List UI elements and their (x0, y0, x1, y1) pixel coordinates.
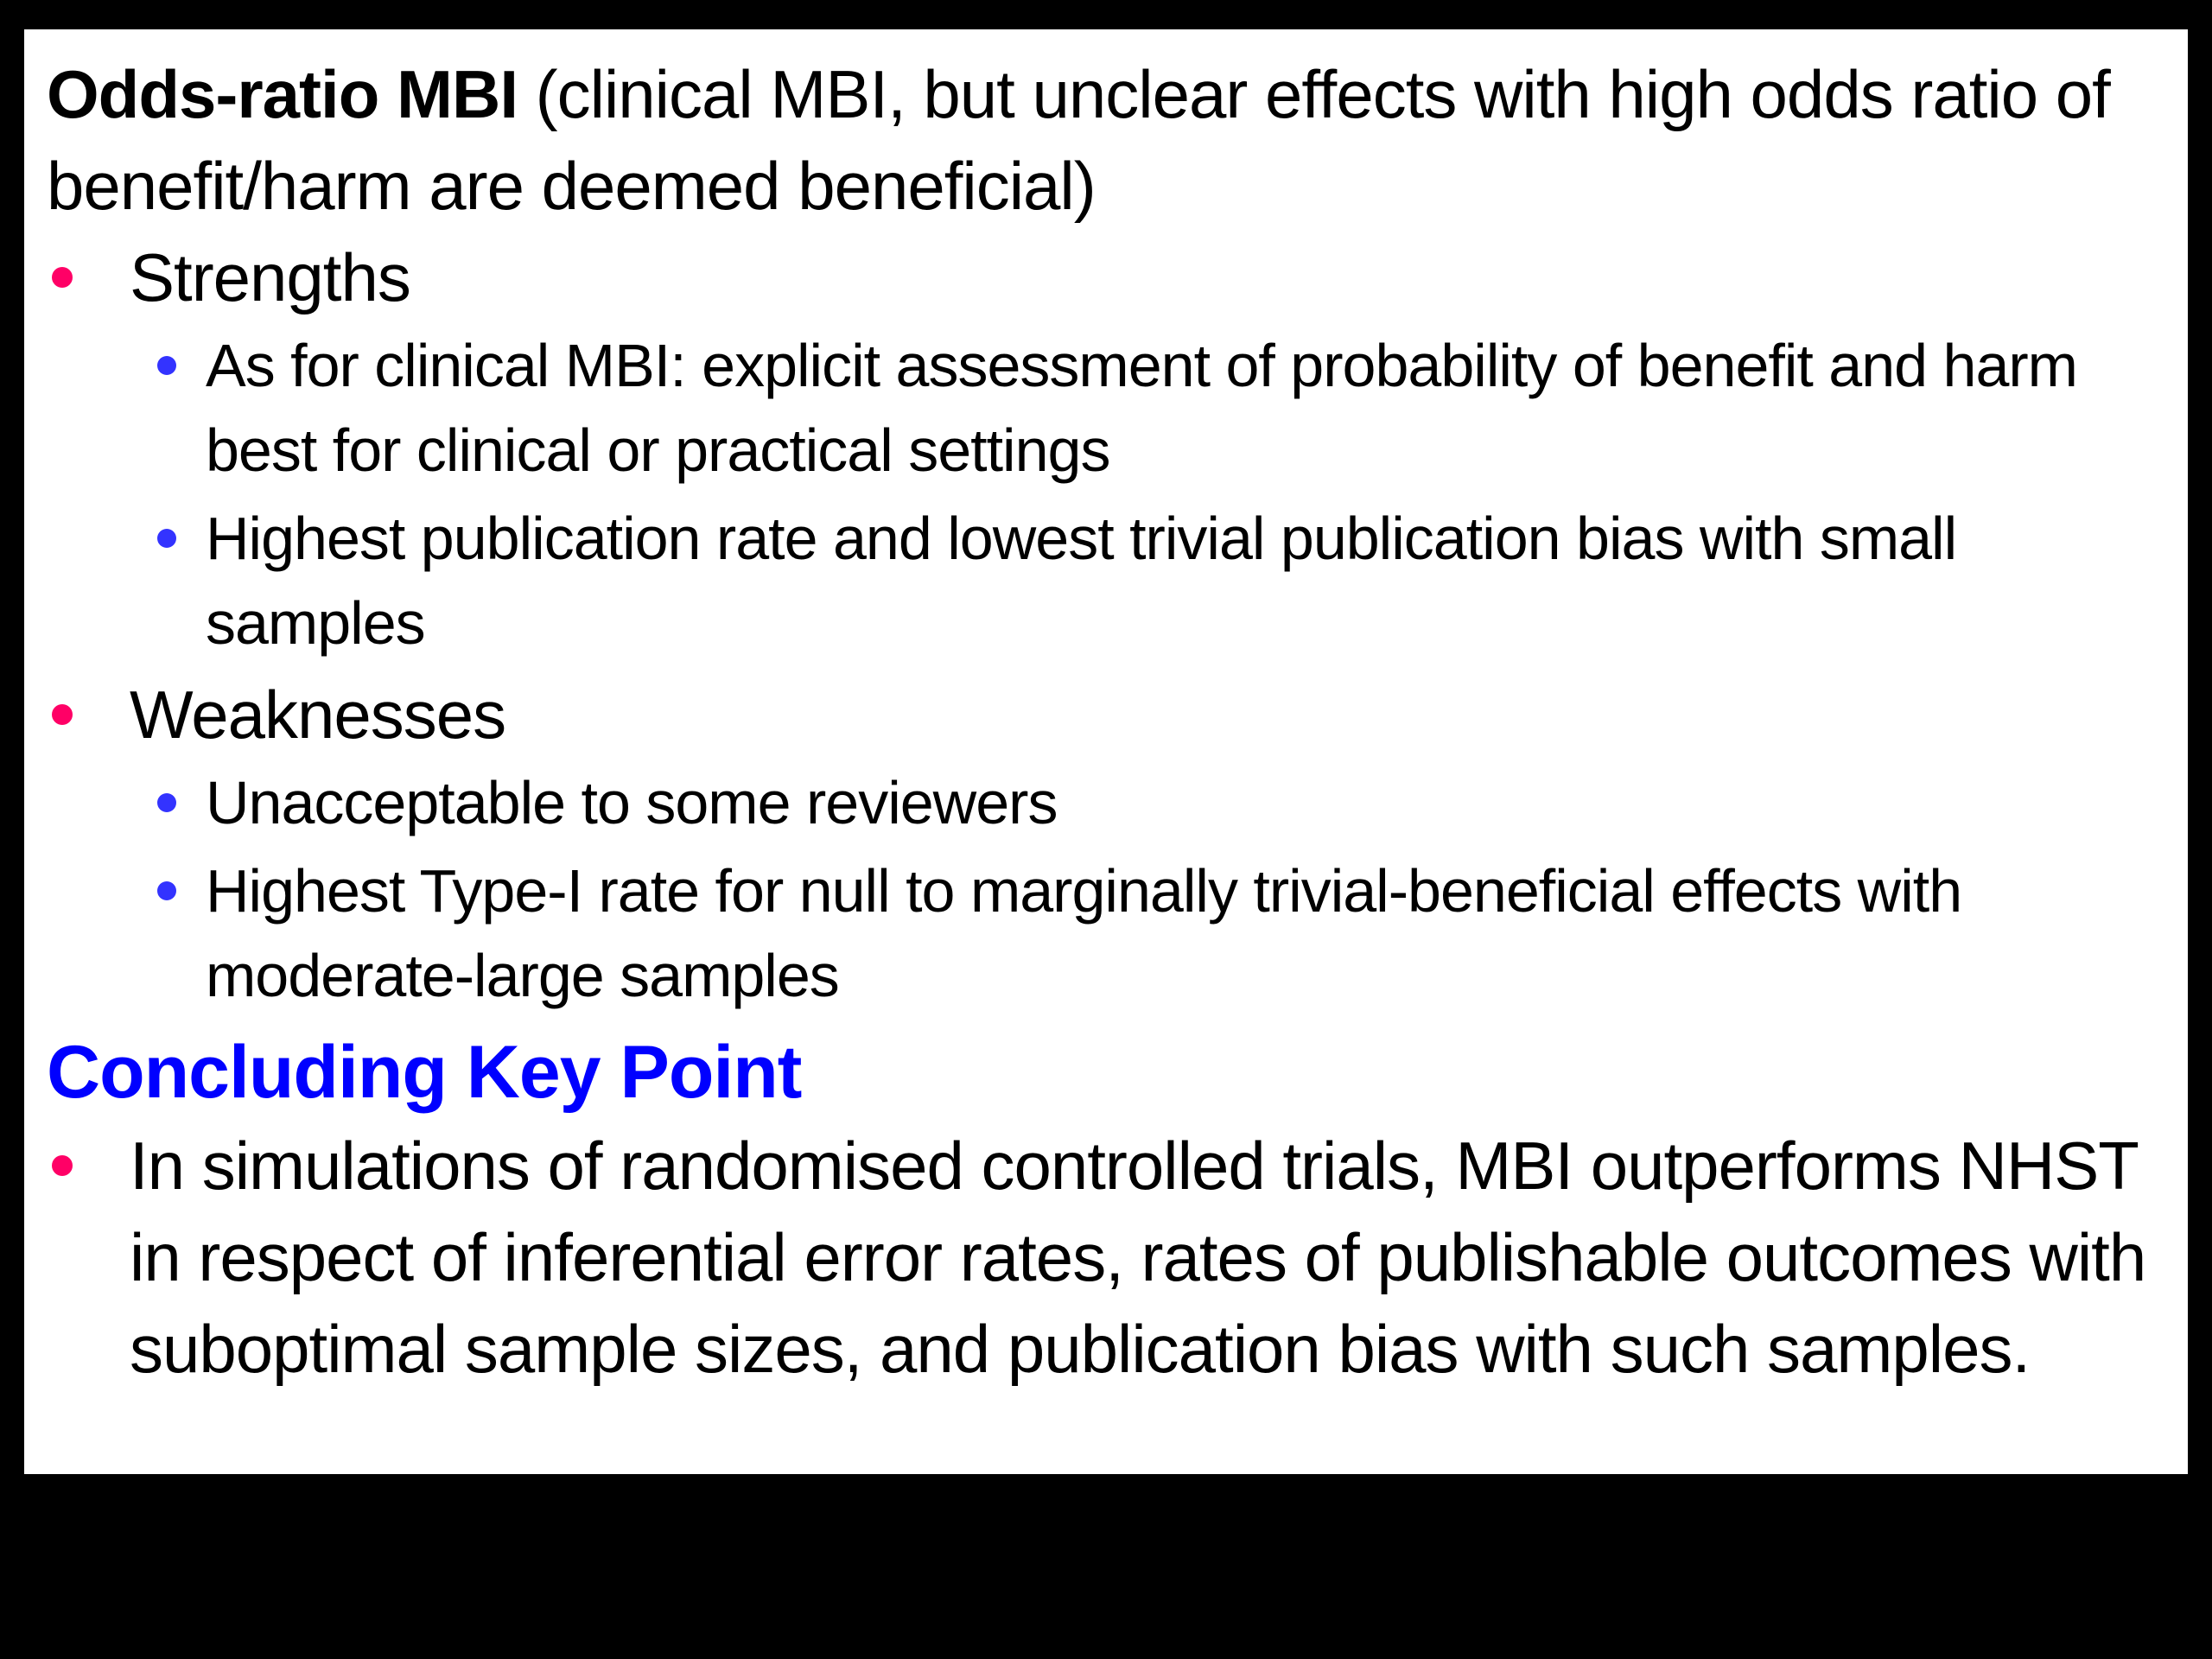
bullet-dot-icon (157, 356, 176, 375)
section-title (47, 48, 2153, 232)
section-title-description: (clinical MBI, but unclear effects with high odds ratio of benefit/harm are deemed beneficial) (47, 56, 2110, 224)
key-point-item (47, 1120, 2153, 1395)
key-point-text: In simulations of randomised controlled trials, MBI outperforms NHST in respect of inferential error rates, rates of publishable outcomes with suboptimal sample sizes, and publication bias with such samples. (130, 1128, 2146, 1387)
bullet-dot-icon (157, 793, 176, 812)
bullet-dot-icon (157, 881, 176, 900)
strength-item-text: Highest publication rate and lowest trivial publication bias with small samples (206, 505, 1957, 657)
weaknesses-label: Weaknesses (130, 677, 506, 753)
bullet-dot-icon (157, 529, 176, 548)
strengths-heading (47, 232, 2153, 323)
slide-panel (24, 29, 2188, 1474)
slide-content (47, 48, 2153, 1395)
strength-item (47, 323, 2153, 493)
strength-item (47, 496, 2153, 665)
key-point-heading: Concluding Key Point (47, 1031, 802, 1114)
strength-item-text: As for clinical MBI: explicit assessment of probability of benefit and harm best for clinical or practical settings (206, 332, 2077, 484)
section-title-bold: Odds-ratio MBI (47, 56, 518, 132)
weakness-item (47, 849, 2153, 1018)
weakness-item-text: Unacceptable to some reviewers (206, 769, 1058, 836)
strengths-label: Strengths (130, 239, 410, 315)
weakness-item (47, 760, 2153, 845)
bullet-dot-icon (52, 704, 73, 725)
bullet-dot-icon (52, 1155, 73, 1176)
weaknesses-heading (47, 669, 2153, 760)
bullet-dot-icon (52, 267, 73, 288)
weakness-item-text: Highest Type-I rate for null to marginally trivial-beneficial effects with moderate-large samples (206, 857, 1962, 1009)
